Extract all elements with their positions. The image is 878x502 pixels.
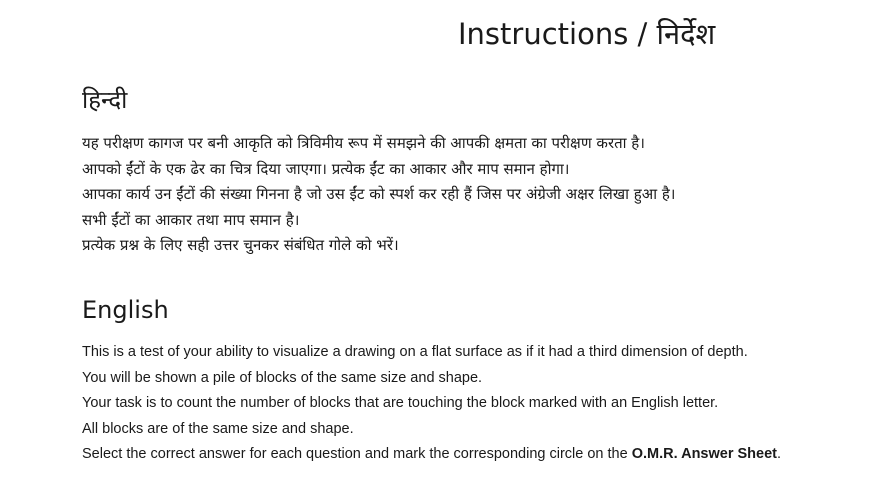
english-section-heading: English: [82, 296, 169, 324]
hindi-instruction-line: प्रत्येक प्रश्न के लिए सही उत्तर चुनकर संबंधित गोले को भरें।: [82, 236, 399, 254]
english-instruction-line-omr: [82, 442, 781, 468]
omr-answer-sheet-label: O.M.R. Answer Sheet: [631, 446, 777, 462]
english-instructions-list: [82, 340, 781, 468]
hindi-instruction-line: यह परीक्षण कागज पर बनी आकृति को त्रिविमीय रूप में समझने की आपकी क्षमता का परीक्षण करता है।: [82, 134, 645, 152]
omr-instruction-end: .: [777, 446, 782, 462]
page-title: Instructions / निर्देश: [458, 17, 716, 51]
omr-instruction-text: Select the correct answer for each question and mark the corresponding circle on the: [82, 446, 632, 462]
hindi-instructions-list: [82, 131, 675, 259]
hindi-section-heading: हिन्दी: [82, 86, 128, 114]
hindi-instruction-line: आपका कार्य उन ईंटों की संख्या गिनना है जो उस ईंट को स्पर्श कर रही हैं जिस पर अंग्रेजी अक्षर लिखा हुआ है।: [82, 185, 676, 203]
hindi-instruction-line: सभी ईंटों का आकार तथा माप समान है।: [82, 210, 300, 229]
english-instruction-line: All blocks are of the same size and shape.: [82, 420, 354, 437]
english-instruction-line: Your task is to count the number of blocks that are touching the block marked with an English letter.: [82, 395, 719, 411]
hindi-instruction-line: आपको ईंटों के एक ढेर का चित्र दिया जाएगा। प्रत्येक ईंट का आकार और माप समान होगा।: [82, 159, 570, 178]
english-instruction-line: This is a test of your ability to visualize a drawing on a flat surface as if it had a third dimension of depth.: [82, 344, 748, 360]
english-instruction-line: You will be shown a pile of blocks of the same size and shape.: [82, 369, 483, 386]
